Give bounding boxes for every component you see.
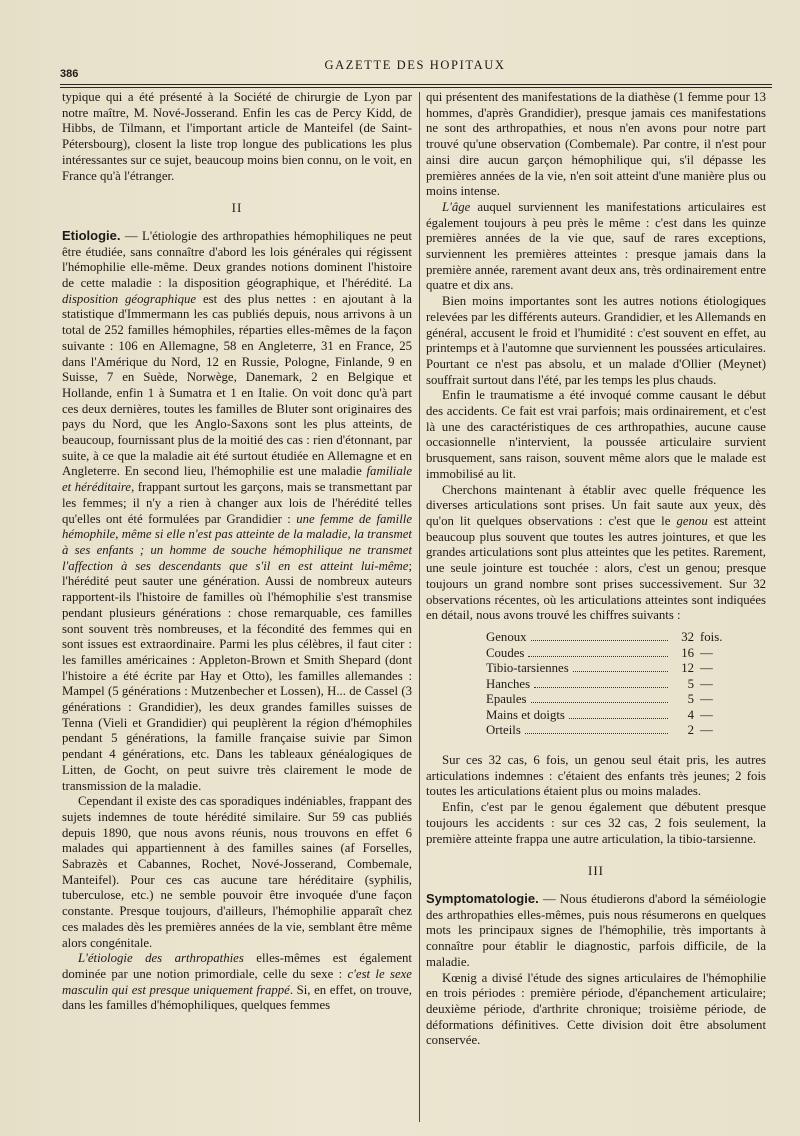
table-row [486, 692, 736, 708]
leader-dots [528, 646, 668, 657]
paragraph: Cependant il existe des cas sporadiques indéniables, frappant des sujets indemnes de toute hérédité similaire. Sur 59 cas publiés depuis 1890, que nous avons réunis, nous trouvons en effet 6 malades qui appartiennent à des familles saines (af Forselles, Sabrazès et Cabannes, Rochet, Nové-Josserand, Combemale, Manteifel). Pour ces cas aucune tare héréditaire (syphilis, tuberculose, etc.) ne semble pouvoir être invoquée d'une façon constante. Presque toujours, d'ailleurs, l'hémophilie apparaît chez ces malades dès les premières années de la vie, semblant être même alors congénitale. [62, 794, 412, 950]
row-value: 5 [687, 692, 694, 707]
table-row [486, 677, 736, 693]
text-run: Cherchons maintenant à établir avec quelle fréquence les diverses articulations sont prises. Un fait saute aux yeux, dès qu'on lit quelques observations : c'est que le [426, 482, 766, 528]
paragraph: Enfin, c'est par le genou également que débutent presque toujours les accidents : sur ces 32 cas, 2 fois seulement, la première atteinte frappa une autre articulation, la tibio-tarsienne. [426, 800, 766, 846]
emphasis: disposition géographique [62, 291, 197, 306]
paragraph: Kœnig a divisé l'étude des signes articulaires de l'hémophilie en trois périodes : première période, d'épanchement articulaire; deuxième période, d'arthrite chronique; troisième période, de déformations définitives. Cette division doit être absolument conservée. [426, 970, 766, 1048]
page-header [60, 52, 770, 86]
table-row [486, 630, 736, 646]
text-run: elles-mêmes est également dominée par une notion primordiale, celle du sexe : [62, 951, 412, 981]
row-label: Epaules [486, 692, 527, 707]
emphasis: L'étiologie des arthropathies [78, 951, 244, 966]
paragraph [426, 200, 766, 294]
leader-dots [569, 708, 668, 719]
row-label: Mains et doigts [486, 707, 565, 722]
row-label: Hanches [486, 676, 531, 691]
row-unit: — [700, 645, 713, 660]
paragraph: Bien moins importantes sont les autres notions étiologiques relevées par les différents auteurs. Grandidier, et les Allemands en général, accusent le froid et l'humidité : c'est souvent en effet, au printemps et à l'automne que surviennent les poussées articulaires. Pourtant ce n'est pas absolu, et un malade d'Ollier (Meynet) souffrait surtout dans l'été, par les temps les plus chauds. [426, 294, 766, 387]
paragraph: Enfin le traumatisme a été invoqué comme causant le début des accidents. Ce fait est vrai parfois; mais ordinairement, et c'est là une des caractéristiques de ces arthropathies, aucune cause occasionnelle n'intervient, la poussée articulaire survient brusquement, sans raison, souvent même alors que le malade est immobilisé au lit. [426, 388, 766, 481]
row-value: 16 [681, 645, 694, 660]
page-number: 386 [60, 68, 79, 80]
paragraph-symptomatologie [426, 891, 766, 971]
emphasis: genou [676, 513, 708, 528]
section-number: II [231, 200, 243, 216]
text-run: — L'étiologie des arthropathies hémophiliques ne peut être étudiée, sans connaître d'abord les lois générales qui régissent l'hémophilie elle-même. Deux grandes notions dominent l'histoire de cette maladie : la disposition géographique, et l'hérédité. La [62, 228, 412, 291]
text-run: , frappant surtout les garçons, mais se transmettant par les femmes; il n'y a rien à changer aux lois de l'hérédité telles qu'elles ont été formulées par Grandidier : [62, 480, 412, 526]
row-label: Coudes [486, 645, 525, 660]
row-unit: — [700, 723, 713, 738]
leader-dots [534, 677, 668, 688]
text-run: est atteint beaucoup plus souvent que toutes les autres jointures, et que les grandes articulations sont plus atteintes que les petites. Rarement, une seule jointure est touchée : alors, c'est un genou; presque toujours un grand nombre sont prises successivement. Sur 32 observations récentes, où les articulations atteintes sont indiquées en détail, nous avons trouvé les chiffres suivants : [426, 513, 766, 623]
paragraph: qui présentent des manifestations de la diathèse (1 femme pour 13 hommes, d'après Grandidier), presque jamais ces manifestations ne sont des arthropathies, et nous n'en avons pour notre part trouvé qu'une observation (Combemale). Par contre, il n'est pour ainsi dire aucun garçon hémophilique qui, s'il dépasse les premières années de la vie, n'en soit atteint d'une manière plus ou moins intense. [426, 90, 766, 199]
paragraph: Sur ces 32 cas, 6 fois, un genou seul était pris, les autres articulations indemnes : c'étaient des enfants très jeunes; 2 fois toutes les articulations étaient plus ou moins malades. [426, 753, 766, 799]
leader-dots [525, 723, 668, 734]
emphasis: L'âge [442, 199, 471, 214]
text-run: ; l'hérédité peut sauter une génération. Aussi de nombreux auteurs rapportent-ils l'histoire de familles où l'hémophilie s'est transmise pendant plusieurs générations : chose remarquable, ces familles sont souvent très nombreuses, et la fécondité des femmes qui en sont issues est extraordinaire. Parmi les plus célèbres, il faut citer : les familles américaines : Appleton-Brown et Smith Shepard (dont l'histoire a été écrite par Hay et Otto), les familles allemandes : Mampel (5 générations : Mutzenbecher et Lossen), H... de Cassel (3 générations : Grandidier), les deux grandes familles suisses de Tenna (Vieli et Grandidier) qui peuplèrent la région d'hémophiles pendant 5 générations, la famille française suivie par Simon pendant 4 générations, etc. Dans les tableaux généalogiques de Litten, de Gocht, on peut suivre très clairement le mode de transmission de la maladie. [62, 558, 412, 793]
row-value: 5 [687, 676, 694, 691]
row-unit: — [700, 661, 713, 676]
joint-frequency-table [426, 630, 766, 739]
section-number: III [588, 863, 604, 879]
header-rule-thin [60, 87, 772, 88]
paragraph-etiologie [62, 228, 412, 794]
row-label: Genoux [486, 629, 527, 644]
row-label: Orteils [486, 723, 521, 738]
row-value: 32 [681, 629, 694, 644]
paragraph: typique qui a été présenté à la Société de chirurgie de Lyon par notre maître, M. Nové-Josserand. Enfin les cas de Percy Kidd, de Hibbs, de Tilmann, et l'important article de Manteifel (de Saint-Pétersbourg), closent la liste trop longue des publications les plus intéressantes sur ce sujet, beaucoup moins bien connu, on le voit, en France qu'à l'étranger. [62, 90, 412, 183]
paragraph [426, 483, 766, 624]
row-value: 4 [687, 707, 694, 722]
section-heading: Symptomatologie. [426, 890, 539, 906]
text-run: auquel surviennent les manifestations articulaires est également toujours à peu près le même : c'est dans les quinze premières années de la vie que, sauf de rares exceptions, surviennent les premières atteintes : presque jamais dans la première année, rarement avant deux ans, très ordinairement entre quatre et dix ans. [426, 199, 766, 293]
table-row [486, 646, 736, 662]
row-unit: — [700, 692, 713, 707]
leader-dots [531, 630, 668, 641]
emphasis: familiale et héréditaire [62, 464, 412, 495]
column-divider [419, 92, 420, 1122]
emphasis: une femme de famille hémophile, même si elle n'est pas atteinte de la maladie, la transmet à ses enfants ; un homme de souche hémophilique ne transmet l'affection à ses descendants que s'il en est atteint lui-même [62, 511, 412, 573]
left-column [62, 90, 412, 1014]
right-column [426, 90, 766, 1049]
row-value: 2 [687, 723, 694, 738]
paragraph [62, 951, 412, 1014]
table-row [486, 661, 736, 677]
row-unit: fois. [700, 629, 723, 644]
row-label: Tibio-tarsiennes [486, 661, 569, 676]
leader-dots [573, 661, 668, 672]
text-run: — Nous étudierons d'abord la séméiologie des arthropathies elles-mêmes, puis nous résumerons en quelques mots les principaux signes de l'hémophilie, très importants à connaître pour établir le diagnostic, parfois difficile, de la maladie. [426, 891, 766, 969]
text-run: est des plus nettes : en ajoutant à la statistique d'Immermann les cas publiés depuis, nous arrivons à un total de 252 familles hémophiles, réparties elles-mêmes de la façon suivante : 106 en Allemagne, 58 en Angleterre, 31 en France, 25 dans l'Amérique du Nord, 12 en Russie, Pologne, Finlande, 9 en Suisse, 7 en Suède, Norwège, Danemark, 2 en Belgique et Hollande, enfin 1 à Sumatra et 1 en Italie. On voit donc qu'à part ces deux dernières, toutes les familles de Bluter sont originaires des pays du Nord, que les Anglo-Saxons sont les plus atteints, de beaucoup, fournissant plus de la moitié des cas : rien d'étonnant, par suite, à ce que la maladie ait été surtout étudiée en Allemagne et en Angleterre. En second lieu, l'hémophilie est une maladie [62, 291, 412, 479]
table-row [486, 723, 736, 739]
text-run: . Si, en effet, on trouve, dans les familles d'hémophiliques, quelques femmes [62, 982, 412, 1013]
header-rule [60, 84, 772, 85]
section-heading: Etiologie. [62, 227, 121, 243]
emphasis: c'est le sexe masculin qui est presque uniquement frappé [62, 966, 412, 997]
row-value: 12 [681, 661, 694, 676]
journal-title: GAZETTE DES HOPITAUX [324, 58, 506, 72]
table-row [486, 708, 736, 724]
row-unit: — [700, 676, 713, 691]
leader-dots [531, 692, 668, 703]
row-unit: — [700, 707, 713, 722]
